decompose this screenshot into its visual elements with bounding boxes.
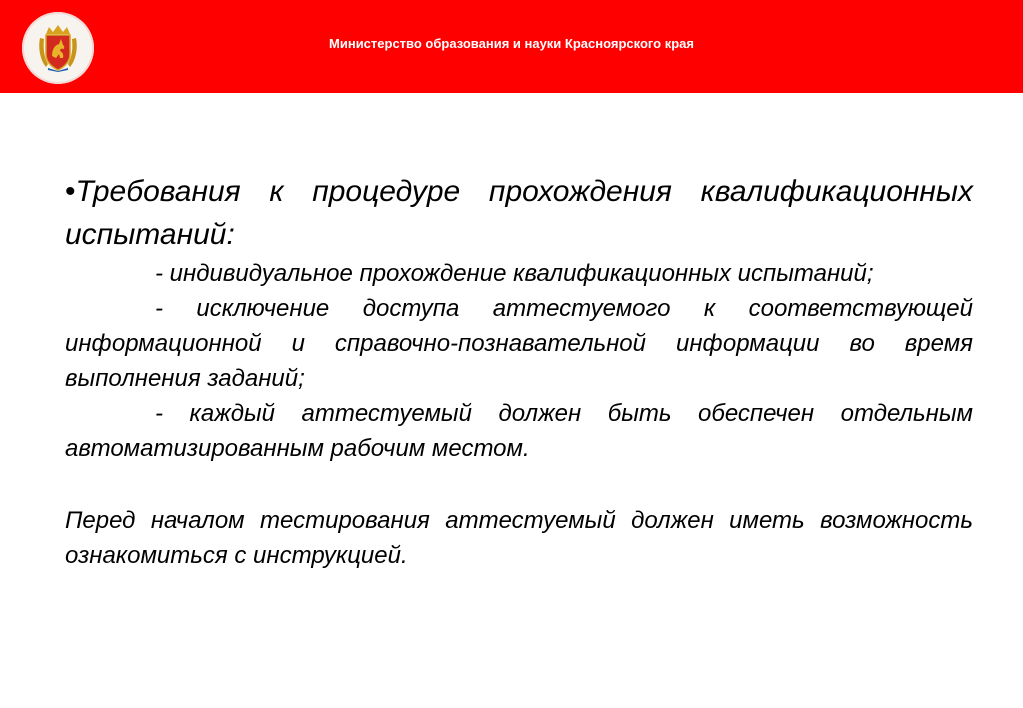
spacer — [65, 466, 973, 503]
slide-content — [65, 170, 973, 573]
slide-heading — [65, 170, 973, 256]
requirement-item: - индивидуальное прохождение квалификационных испытаний; — [155, 260, 874, 287]
header-title: Министерство образования и науки Красноярского края — [329, 36, 694, 51]
slide-note: Перед началом тестирования аттестуемый должен иметь возможность ознакомиться с инструкцией. — [65, 507, 973, 569]
heading-bullet: • — [65, 175, 76, 208]
header-bar — [0, 0, 1023, 93]
requirement-item: - исключение доступа аттестуемого к соответствующей информационной и справочно-познавательной информации во время выполнения заданий; — [65, 295, 973, 392]
heading-text: Требования к процедуре прохождения квалификационных испытаний: — [65, 175, 973, 251]
requirement-item: - каждый аттестуемый должен быть обеспечен отдельным автоматизированным рабочим местом. — [65, 400, 973, 462]
